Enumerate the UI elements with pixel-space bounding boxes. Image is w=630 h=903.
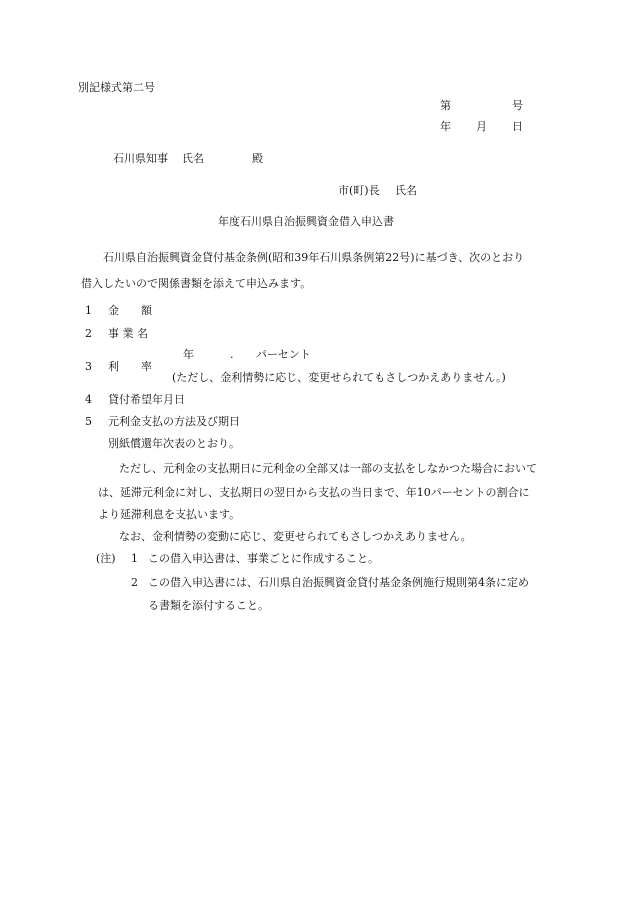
header-date-month: 月 [476,120,487,133]
item-5-number: 5 [85,415,92,428]
note-2-line-2: る書類を添付すること。 [148,599,269,612]
addressee-title: 石川県知事 [113,152,168,165]
item-2-label: 事 業 名 [108,327,148,340]
item-4-label: 貸付希望年月日 [108,393,185,406]
rate-note: (ただし、金利情勢に応じ、変更せられてもさしつかえありません。) [172,371,506,384]
note-1-text: この借入申込書は、事業ごとに作成すること。 [148,552,379,565]
item-1-number: 1 [85,304,92,317]
header-number-suffix: 号 [512,99,523,112]
item-3-number: 3 [85,360,92,373]
intro-line-1: 石川県自治振興資金貸付基金条例(昭和39年石川県条例第22号)に基づき、次のとおり [103,251,525,264]
item-5-label: 元利金支払の方法及び期日 [108,415,240,428]
header-date-year: 年 [440,120,451,133]
addressee-name-label: 氏名 [182,152,204,165]
item-1-label: 金 額 [108,304,152,317]
rate-decimal-point: . [230,348,234,361]
document-title: 年度石川県自治振興資金借入申込書 [218,215,394,228]
header-number-prefix: 第 [440,99,451,112]
applicant-name-label: 氏名 [395,184,417,197]
intro-line-2: 借入したいので関係書類を添えて申込みます。 [81,277,312,290]
item-2-number: 2 [85,327,92,340]
form-number: 別記様式第二号 [78,81,155,94]
item-3-label: 利 率 [108,360,152,373]
delay-line-1: ただし、元利金の支払期日に元利金の全部又は一部の支払をしなかつた場合において [119,462,537,475]
note-2-line-1: この借入申込書には、石川県自治振興資金貸付基金条例施行規則第4条に定め [148,576,529,589]
notes-label: (注) [96,552,116,565]
item-4-number: 4 [85,393,92,406]
delay-line-3: より延滞利息を支払います。 [98,508,241,521]
rate-unit: パーセント [256,348,311,361]
delay-line-2: は、延滞元利金に対し、支払期日の翌日から支払の当日まで、年10パーセントの割合に [98,486,530,499]
note-2-number: 2 [131,576,138,589]
header-date-day: 日 [512,120,523,133]
applicant-title: 市(町)長 [338,184,380,197]
rate-year: 年 [183,348,194,361]
item-5-sub: 別紙償還年次表のとおり。 [108,437,240,450]
rate-change-note: なお、金利情勢の変動に応じ、変更せられてもさしつかえありません。 [119,530,472,543]
addressee-honorific: 殿 [252,152,263,165]
note-1-number: 1 [131,552,138,565]
